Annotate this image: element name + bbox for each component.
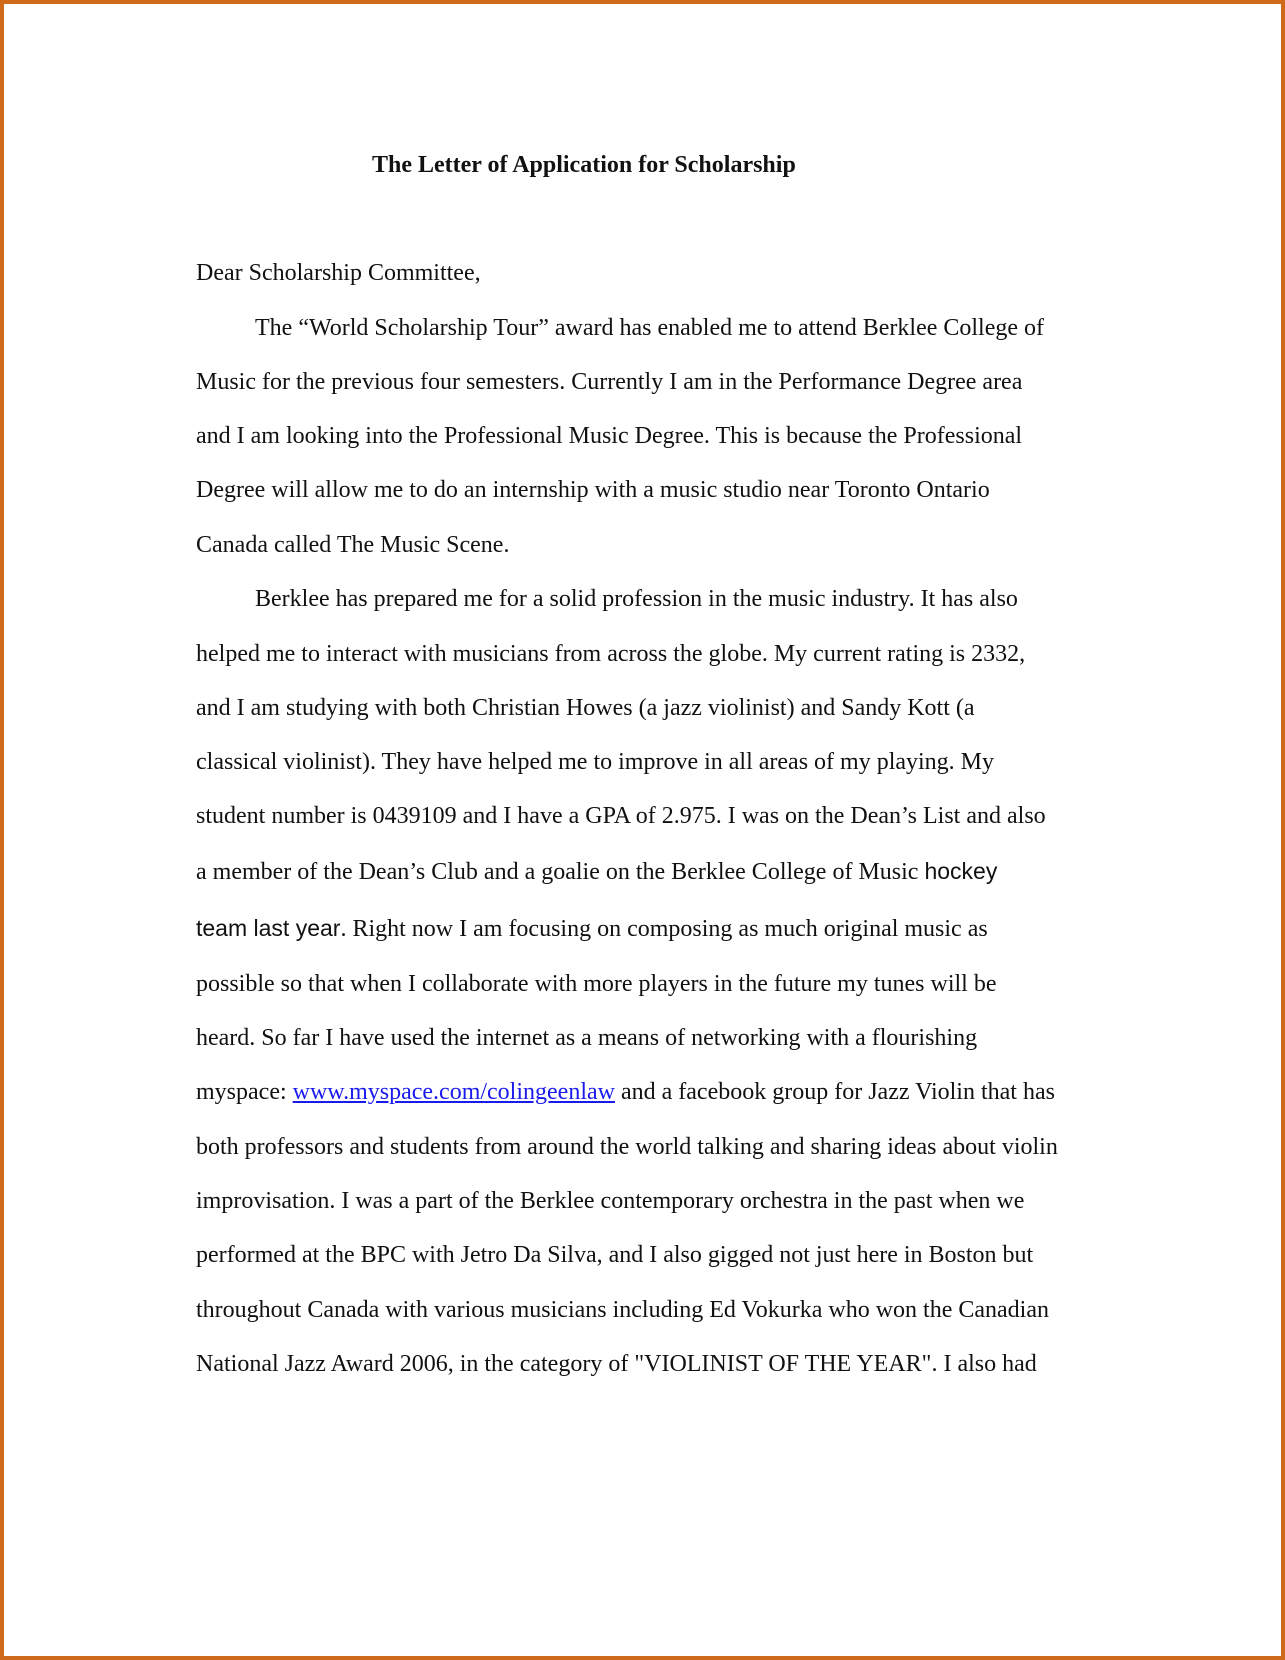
body-line: student number is 0439109 and I have a GPA of 2.975. I was on the Dean’s List and also <box>196 803 1046 829</box>
body-line-myspace <box>196 1077 1055 1107</box>
body-line: both professors and students from around the world talking and sharing ideas about violin <box>196 1134 1058 1160</box>
body-text: a member of the Dean’s Club and a goalie on the Berklee College of Music <box>196 859 925 885</box>
body-line: Canada called The Music Scene. <box>196 532 510 558</box>
body-line: helped me to interact with musicians from across the globe. My current rating is 2332, <box>196 641 1026 667</box>
body-line: Music for the previous four semesters. Currently I am in the Performance Degree area <box>196 369 1023 395</box>
body-line: Berklee has prepared me for a solid profession in the music industry. It has also <box>255 586 1018 612</box>
body-line: National Jazz Award 2006, in the category of "VIOLINIST OF THE YEAR". I also had <box>196 1351 1037 1377</box>
body-line: improvisation. I was a part of the Berklee contemporary orchestra in the past when we <box>196 1188 1025 1214</box>
body-line: and I am studying with both Christian Howes (a jazz violinist) and Sandy Kott (a <box>196 695 975 721</box>
body-line-hockey <box>196 856 997 887</box>
body-line-team <box>196 913 988 944</box>
body-text: and a facebook group for Jazz Violin that has <box>614 1079 1055 1105</box>
body-line: performed at the BPC with Jetro Da Silva, and I also gigged not just here in Boston but <box>196 1242 1034 1268</box>
myspace-link[interactable]: www.myspace.com/colingeenlaw <box>292 1079 615 1105</box>
body-line: The “World Scholarship Tour” award has enabled me to attend Berklee College of <box>255 315 1045 341</box>
body-text: myspace: <box>196 1079 293 1105</box>
body-line: and I am looking into the Professional Music Degree. This is because the Professional <box>196 423 1023 449</box>
salutation: Dear Scholarship Committee, <box>196 260 481 286</box>
body-line: classical violinist). They have helped me to improve in all areas of my playing. My <box>196 749 995 775</box>
body-text: . Right now I am focusing on composing as much original music as <box>340 916 988 942</box>
body-text-sans: team last year <box>196 915 341 941</box>
body-line: Degree will allow me to do an internship with a music studio near Toronto Ontario <box>196 477 990 503</box>
body-text-sans: hockey <box>924 858 998 884</box>
letter-title: The Letter of Application for Scholarship <box>372 152 796 178</box>
body-line: throughout Canada with various musicians including Ed Vokurka who won the Canadian <box>196 1297 1049 1323</box>
body-line: heard. So far I have used the internet as a means of networking with a flourishing <box>196 1025 978 1051</box>
body-line: possible so that when I collaborate with more players in the future my tunes will be <box>196 971 997 997</box>
